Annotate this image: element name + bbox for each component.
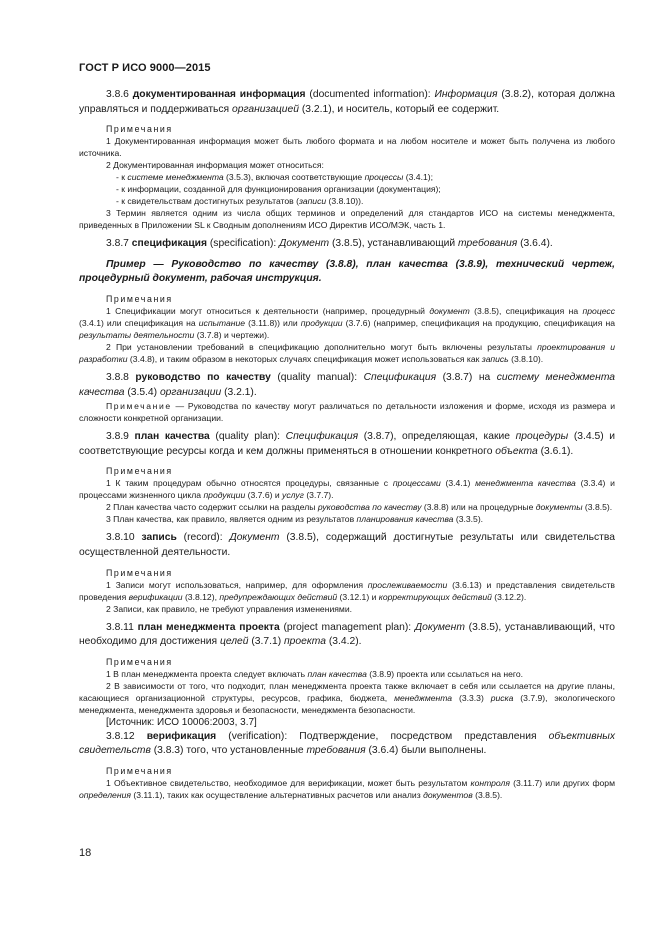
text-segment: Примечания <box>106 765 173 776</box>
term-reference: записи <box>298 196 327 207</box>
term-reference: продукции <box>300 317 343 328</box>
text-segment: Примечания <box>106 466 173 477</box>
text-segment: (3.4.8), и таким образом в некоторых случаях спецификация может использоваться как <box>127 353 482 364</box>
text-segment: (project management plan): <box>279 621 415 633</box>
term-definition <box>79 88 615 117</box>
term-definition <box>79 237 615 252</box>
list-item <box>79 195 615 207</box>
note-paragraph <box>79 603 615 615</box>
text-segment: (3.4.1); <box>403 172 433 183</box>
text-segment: 1 Объективное свидетельство, необходимое для верификации, может быть результатом <box>106 777 471 788</box>
note-paragraph <box>79 777 615 801</box>
term-reference: корректирующих действий <box>378 591 492 602</box>
text-segment: (verification): Подтверждение, посредством представления <box>216 730 549 742</box>
text-segment: - к свидетельствам достигнутых результатов ( <box>116 196 299 207</box>
note-paragraph <box>79 579 615 603</box>
term-reference: Документ <box>229 532 280 544</box>
term-definition <box>79 531 615 560</box>
note-paragraph <box>79 680 615 716</box>
text-segment: 2 Документированная информация может относиться: <box>106 160 324 171</box>
text-segment: (quality plan): <box>209 431 286 443</box>
term-reference: целей <box>219 636 249 648</box>
notes-heading <box>79 567 615 579</box>
text-segment: 1 К таким процедурам обычно относятся процедуры, связанные с <box>106 478 393 489</box>
text-segment: (3.3.3) <box>452 692 491 703</box>
term-reference: прослеживаемости <box>367 579 448 590</box>
text-segment: (specification): <box>207 238 280 250</box>
term-reference: проекта <box>283 636 326 648</box>
term-reference: предупреждающих действий <box>219 591 338 602</box>
term-name: документированная информация <box>132 89 306 100</box>
text-segment: 3 План качества, как правило, является одним из результатов <box>106 514 357 525</box>
term-reference: документов <box>423 789 473 800</box>
text-segment: (3.8.3) того, что установленные <box>150 745 307 757</box>
note-paragraph <box>79 159 615 171</box>
text-segment: 3.8.9 <box>106 431 135 443</box>
term-reference: испытание <box>198 317 246 328</box>
term-reference: проектирования и разработки <box>79 341 615 364</box>
text-segment: (3.6.4) были выполнены. <box>365 745 487 757</box>
text-segment: (3.8.12), <box>182 591 220 602</box>
term-reference: процедуры <box>515 431 569 443</box>
text-segment: (3.11.8)) или <box>245 317 301 328</box>
text-segment: (3.7.6) (например, спецификация на продукцию, спецификация на <box>342 317 615 328</box>
text-segment: (3.11.1), таких как осуществление альтернативных расчетов или анализ <box>130 789 424 800</box>
text-segment: (3.7.7). <box>303 490 334 501</box>
term-name: спецификация <box>131 238 207 250</box>
text-segment: (documented information): <box>305 89 435 100</box>
text-segment: - к <box>116 172 128 183</box>
note-paragraph <box>79 341 615 365</box>
term-reference: объекта <box>495 445 538 457</box>
term-reference: план качества <box>307 668 367 679</box>
list-item <box>79 183 615 195</box>
text-segment: 1 Записи могут использоваться, например, для оформления <box>106 579 368 590</box>
term-name: план менеджмента проекта <box>137 621 280 633</box>
text-segment: 3.8.6 <box>106 89 133 100</box>
text-segment: (3.7.1) <box>248 636 284 648</box>
term-reference: продукции <box>203 490 246 501</box>
text-segment: (3.4.5) и соответствующие ресурсы когда и кем должны применяться в отношении конкретного <box>79 431 616 457</box>
term-reference: процессы <box>364 172 404 183</box>
term-reference: объективных свидетельств <box>79 730 615 757</box>
note-paragraph <box>79 135 615 159</box>
text-segment: 2 Записи, как правило, не требуют управления изменениями. <box>106 603 353 614</box>
text-segment: (3.4.1) <box>440 478 476 489</box>
term-reference: менеджмента <box>394 692 453 703</box>
text-segment: Пример — Руководство по качеству (3.8.8), план качества (3.8.9), технический чертеж, процедурный документ, рабочая инструкция. <box>79 258 615 285</box>
term-reference: Спецификация <box>285 431 359 443</box>
term-definition <box>79 621 615 650</box>
text-segment: (3.5.4) <box>124 386 160 398</box>
text-segment: 2 В зависимости от того, что подходит, план менеджмента проекта также включает в себя или ссылается на другие планы, касающиеся организационной структуры, ресурсов, графика, бюджета, <box>79 680 615 703</box>
note-paragraph <box>79 501 615 513</box>
note-paragraph <box>79 513 615 525</box>
term-reference: контроля <box>470 777 510 788</box>
term-reference: риска <box>490 692 514 703</box>
note-paragraph <box>79 207 615 231</box>
text-segment: 3.8.10 <box>106 532 142 544</box>
text-segment: Примечания <box>106 567 173 578</box>
term-reference: менеджмента качества <box>475 478 576 489</box>
text-segment: (3.5.3), включая соответствующие <box>223 172 365 183</box>
term-reference: организацией <box>231 103 299 115</box>
term-reference: планирования качества <box>356 514 454 525</box>
text-segment: (3.2.1). <box>221 386 257 398</box>
text-segment: (3.8.8) или на процедурные <box>421 502 536 513</box>
term-reference: услуг <box>282 490 304 501</box>
term-reference: систему менеджмента качества <box>79 371 616 398</box>
term-name: руководство по качеству <box>135 371 271 383</box>
term-reference: организации <box>159 386 222 398</box>
term-name: верификация <box>146 730 217 742</box>
term-reference: Документ <box>414 621 465 633</box>
note-paragraph <box>79 477 615 501</box>
text-segment: (3.4.2). <box>326 636 362 648</box>
list-item <box>79 171 615 183</box>
term-definition <box>79 430 615 459</box>
text-segment: (3.4.1) или спецификация на <box>79 317 199 328</box>
text-segment: (3.8.5), спецификация на <box>469 305 583 316</box>
term-reference: результаты деятельности <box>79 329 195 340</box>
term-reference: системе менеджмента <box>127 172 224 183</box>
text-segment: (3.11.7) или других форм <box>509 777 615 788</box>
text-segment: (record): <box>176 532 230 544</box>
text-segment: (3.6.1). <box>537 445 574 457</box>
term-reference: верификации <box>128 591 183 602</box>
text-segment: (3.3.4) и процессами жизненного цикла <box>79 478 615 501</box>
text-segment: - к информации, созданной для функционирования организации (документация); <box>116 184 441 195</box>
term-reference: требования <box>306 745 366 757</box>
text-segment: (3.7.6) и <box>245 490 283 501</box>
text-segment: (3.8.10)). <box>326 196 364 207</box>
text-segment: 1 В план менеджмента проекта следует включать <box>106 668 308 679</box>
term-reference: процесс <box>582 305 616 316</box>
term-definition <box>79 730 615 759</box>
note-paragraph <box>79 305 615 341</box>
text-segment: (3.7.9), экологического менеджмента, менеджмента здоровья и безопасности, менеджмента безопасности. <box>79 692 615 715</box>
text-segment: Примечания <box>106 293 173 304</box>
term-reference: процессами <box>392 478 441 489</box>
term-reference: запись <box>481 353 509 364</box>
term-definition <box>79 371 615 400</box>
text-segment: 2 План качества часто содержит ссылки на разделы <box>106 502 318 513</box>
note-label: Примечание <box>106 401 172 412</box>
notes-heading <box>79 656 615 668</box>
term-reference: Спецификация <box>363 371 437 383</box>
text-segment: Примечания <box>106 656 173 667</box>
text-segment: (3.7.8) и чертежи). <box>194 329 270 340</box>
term-reference: требования <box>458 238 518 250</box>
text-segment: 1 Документированная информация может быть любого формата и на любом носителе и может быть получена из любого источника. <box>79 136 615 159</box>
text-segment: (3.12.1) и <box>337 591 379 602</box>
term-name: план качества <box>134 431 210 443</box>
note-paragraph <box>79 400 615 424</box>
example-paragraph <box>79 258 615 287</box>
text-segment: (3.8.5). <box>472 789 503 800</box>
text-segment: (3.8.5), устанавливающий <box>329 238 459 250</box>
text-segment: 3.8.8 <box>106 371 136 383</box>
text-segment: 1 Спецификации могут относиться к деятельности (например, процедурный <box>106 305 430 316</box>
text-segment: (3.8.5), устанавливающий, что необходимо для достижения <box>79 621 615 648</box>
text-segment: (quality manual): <box>270 371 364 383</box>
text-segment: (3.8.7) на <box>436 371 497 383</box>
text-segment: (3.8.5). <box>582 502 613 513</box>
term-reference: руководства по качеству <box>317 502 422 513</box>
text-segment: 3.8.7 <box>106 238 132 250</box>
text-segment: (3.8.2), которая должна управляться и поддерживаться <box>79 89 615 115</box>
text-segment: (3.8.10). <box>508 353 544 364</box>
document-body <box>79 88 615 801</box>
notes-heading <box>79 765 615 777</box>
term-reference: Информация <box>434 89 498 100</box>
notes-heading <box>79 123 615 135</box>
text-segment: Примечания <box>106 124 173 135</box>
text-segment: — Руководства по качеству могут различаться по детальности изложения и форме, исходя из размера и сложности конкретной организации. <box>79 401 615 424</box>
text-segment: 3.8.11 <box>106 621 138 633</box>
note-paragraph <box>79 668 615 680</box>
text-segment: (3.12.2). <box>491 591 527 602</box>
notes-heading <box>79 293 615 305</box>
text-segment: (3.6.13) и представления свидетельств проведения <box>79 579 615 602</box>
term-name: запись <box>141 532 177 544</box>
text-segment: 3 Термин является одним из числа общих терминов и определений для стандартов ИСО на системы менеджмента, приведенных в Приложении SL к Сводным дополнениям ИСО Директив ИСО/МЭК, часть 1. <box>79 208 615 231</box>
text-segment: 2 При установлении требований в спецификацию дополнительно могут быть включены результаты <box>106 341 538 352</box>
term-reference: определения <box>79 789 131 800</box>
source-reference <box>79 716 615 730</box>
text-segment: [Источник: ИСО 10006:2003, 3.7] <box>106 716 257 728</box>
page-number: 18 <box>79 847 92 859</box>
term-reference: документ <box>429 305 470 316</box>
text-segment: (3.8.7), определяющая, какие <box>358 431 516 443</box>
text-segment: 3.8.12 <box>106 730 147 742</box>
text-segment: (3.8.9) проекта или ссылаться на него. <box>366 668 524 679</box>
text-segment: (3.8.5), содержащий достигнутые результаты или свидетельства осуществленной деятельности. <box>79 532 615 558</box>
text-segment: (3.2.1), и носитель, который ее содержит. <box>299 103 500 115</box>
text-segment: (3.3.5). <box>453 514 484 525</box>
term-reference: Документ <box>279 238 330 250</box>
text-segment: (3.6.4). <box>517 238 553 250</box>
term-reference: документы <box>535 502 583 513</box>
document-header: ГОСТ Р ИСО 9000—2015 <box>79 62 211 74</box>
notes-heading <box>79 465 615 477</box>
